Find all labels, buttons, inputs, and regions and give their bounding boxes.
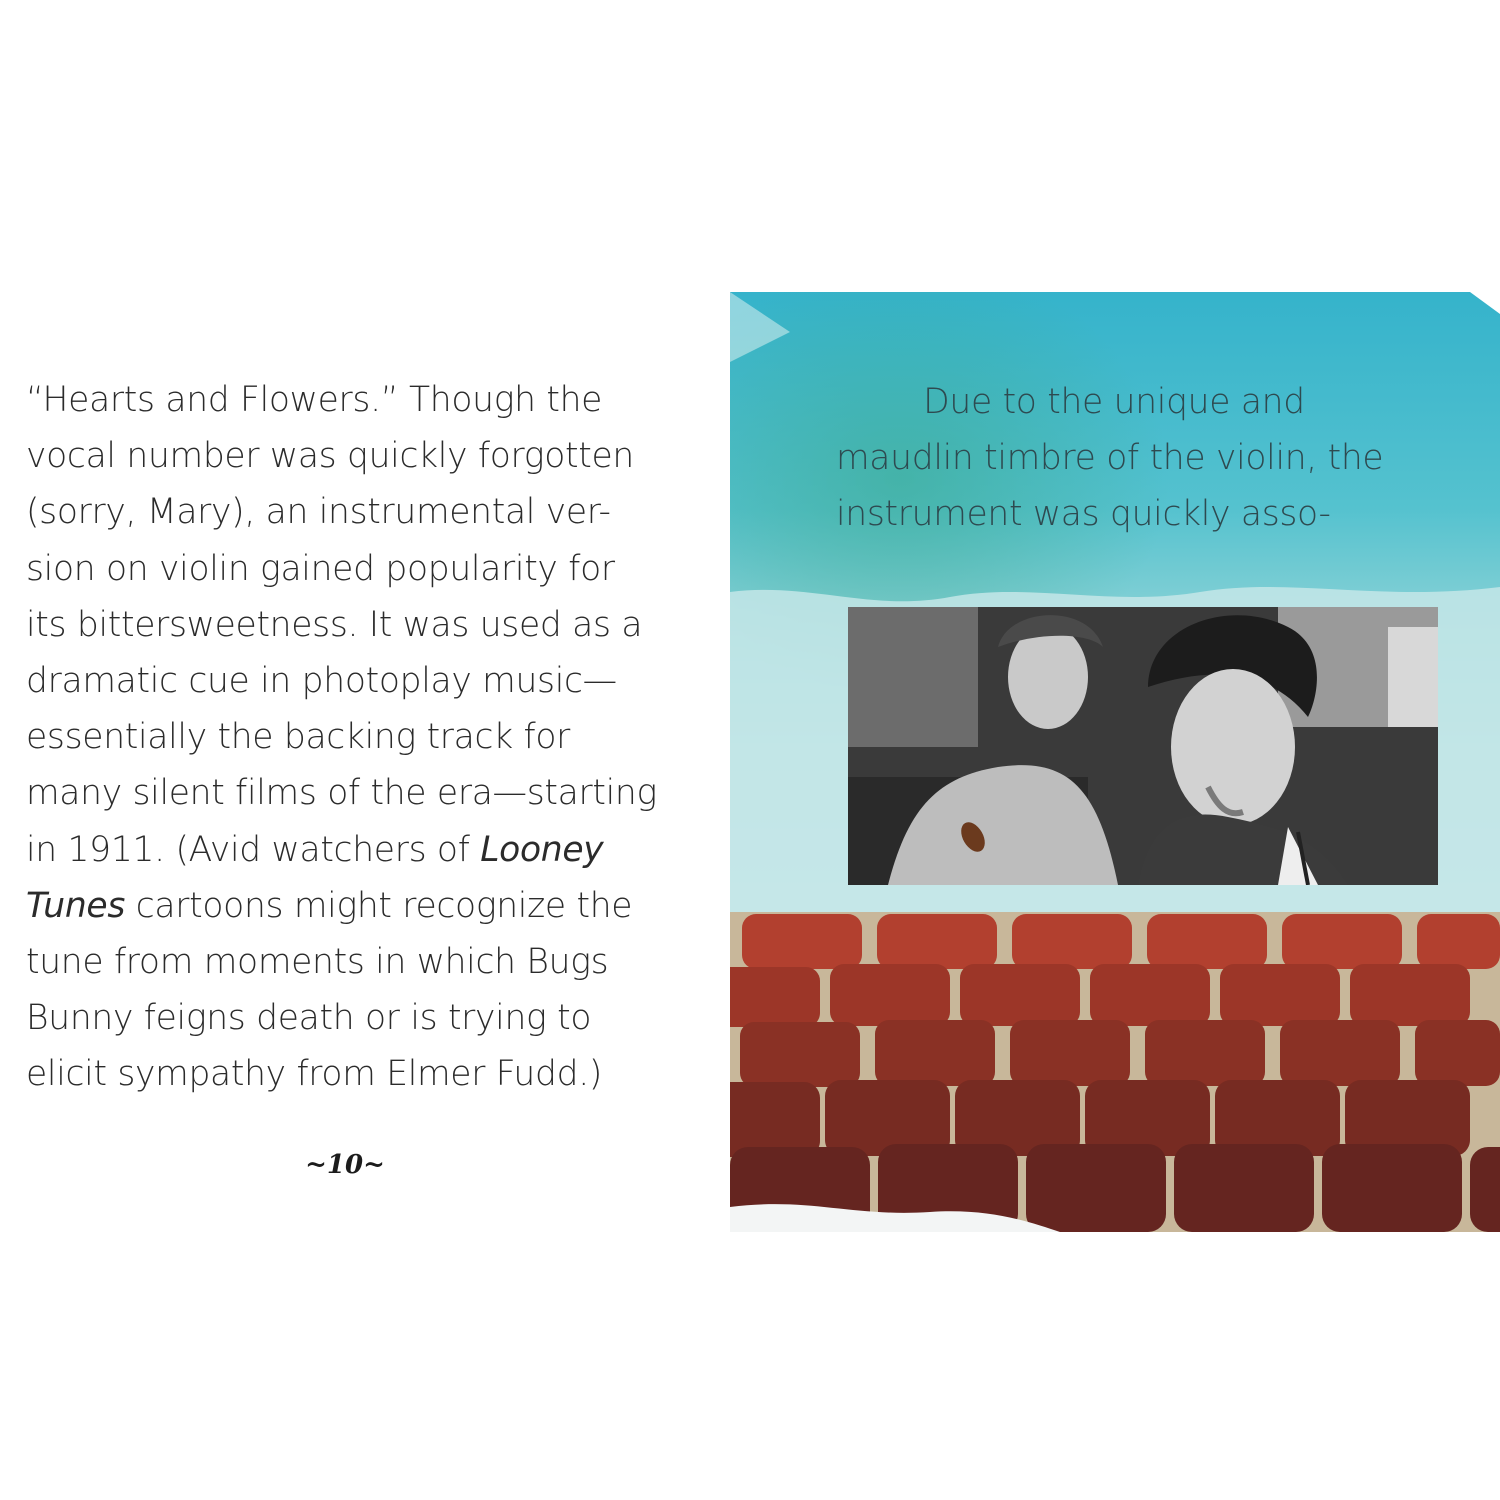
body-line bbox=[26, 709, 686, 765]
body-line bbox=[26, 541, 686, 597]
text-run: essentially the backing track for bbox=[26, 717, 571, 758]
caption-text bbox=[836, 374, 1436, 543]
body-text bbox=[26, 372, 686, 1103]
seat-row-back bbox=[742, 914, 1500, 969]
body-line bbox=[26, 765, 686, 821]
body-line bbox=[26, 1046, 686, 1102]
body-line bbox=[26, 822, 686, 878]
page-number: ~10~ bbox=[305, 1150, 385, 1180]
body-line bbox=[26, 484, 686, 540]
text-run: sion on violin gained popularity for bbox=[26, 548, 615, 589]
text-run: its bittersweetness. It was used as a bbox=[26, 604, 643, 645]
caption-line: instrument was quickly asso- bbox=[836, 494, 1331, 535]
seat-row-2 bbox=[730, 964, 1470, 1027]
text-run: many silent films of the era—starting bbox=[26, 773, 657, 814]
text-run: cartoons might recognize the bbox=[125, 885, 633, 926]
body-line bbox=[26, 878, 686, 934]
body-line bbox=[26, 990, 686, 1046]
italic-title: Looney bbox=[480, 829, 604, 870]
text-run: dramatic cue in photoplay music— bbox=[26, 661, 617, 702]
body-line bbox=[26, 597, 686, 653]
seat-row-3 bbox=[740, 1020, 1500, 1087]
body-line bbox=[26, 653, 686, 709]
left-page bbox=[0, 0, 720, 1500]
text-run: “Hearts and Flowers.” Though the bbox=[26, 380, 603, 420]
right-page-illustration bbox=[730, 292, 1500, 1232]
text-run: Bunny feigns death or is trying to bbox=[26, 998, 592, 1039]
body-line bbox=[26, 372, 686, 428]
text-run: elicit sympathy from Elmer Fudd.) bbox=[26, 1054, 603, 1095]
text-run: (sorry, Mary), an instrumental ver- bbox=[26, 492, 611, 533]
caption-line: maudlin timbre of the violin, the bbox=[836, 438, 1384, 479]
text-run: vocal number was quickly forgotten bbox=[26, 436, 634, 477]
text-run: tune from moments in which Bugs bbox=[26, 942, 609, 983]
body-line bbox=[26, 428, 686, 484]
theater-seats bbox=[730, 912, 1500, 1232]
caption-line: Due to the unique and bbox=[923, 382, 1305, 422]
body-line bbox=[26, 934, 686, 990]
vintage-photo bbox=[848, 607, 1438, 885]
italic-title: Tunes bbox=[26, 885, 126, 926]
text-run: in 1911. (Avid watchers of bbox=[26, 829, 481, 870]
